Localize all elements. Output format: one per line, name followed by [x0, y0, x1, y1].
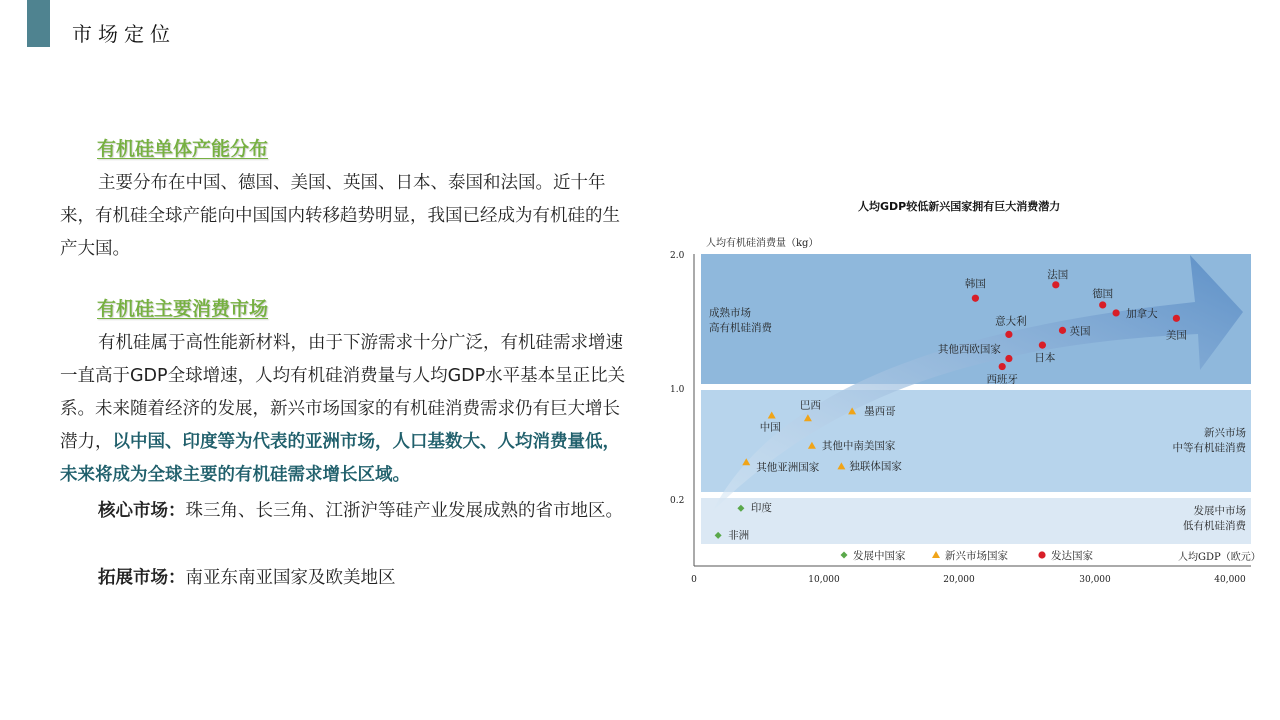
- section-heading-consumption: 有机硅主要消费市场: [97, 298, 269, 320]
- legend-marker-developed: [1038, 551, 1045, 558]
- band-developing-market: [701, 498, 1251, 544]
- consumption-highlight: 以中国、印度等为代表的亚洲市场，人口基数大、人均消费量低，未来将成为全球主要的有机硅需求增长区域。: [60, 432, 620, 485]
- y-tick-label: 1.0: [670, 385, 685, 395]
- legend-label: 新兴市场国家: [945, 550, 1008, 562]
- legend-label: 发达国家: [1051, 550, 1093, 562]
- data-point-developed: [999, 363, 1006, 370]
- y-axis-label: 人均有机硅消费量（kg）: [706, 238, 819, 249]
- x-axis-label: 人均GDP（欧元）: [1178, 552, 1261, 563]
- data-point-label: 非洲: [728, 529, 750, 542]
- data-point-label: 德国: [1092, 287, 1114, 300]
- x-tick-label: 40,000: [1214, 575, 1246, 585]
- expand-market-text: 南亚东南亚国家及欧美地区: [185, 568, 396, 588]
- band-sublabel-emerging: 中等有机硅消费: [1172, 442, 1246, 454]
- slide-title: 市场定位: [72, 22, 176, 46]
- data-point-label: 其他中南美国家: [821, 439, 896, 452]
- data-point-label: 意大利: [995, 315, 1027, 328]
- data-point-developed: [1039, 342, 1046, 349]
- x-tick-label: 10,000: [808, 575, 840, 585]
- legend-label: 发展中国家: [853, 550, 906, 562]
- expand-market-label: 拓展市场：: [98, 568, 186, 588]
- consumption-text: 有机硅属于高性能新材料，由于下游需求十分广泛，有机硅需求增速一直高于GDP全球增速，人均有机硅消费量与人均GDP水平基本呈正比关系。未来随着经济的发展，新兴市场国家的有机硅消费需求仍有巨大增长潜力，: [60, 333, 626, 452]
- y-tick-label: 0.2: [670, 496, 685, 506]
- data-point-label: 法国: [1047, 268, 1069, 281]
- data-point-label: 独联体国家: [849, 460, 902, 473]
- data-point-label: 巴西: [799, 399, 821, 412]
- data-point-label: 中国: [759, 421, 781, 434]
- data-point-label: 西班牙: [986, 373, 1018, 386]
- data-point-label: 印度: [750, 502, 772, 515]
- legend-marker-emerging: [932, 551, 940, 558]
- y-tick-label: 2.0: [670, 251, 685, 261]
- band-label-developing: 发展中市场: [1193, 505, 1246, 517]
- data-point-developed: [1113, 309, 1120, 316]
- data-point-developed: [972, 295, 979, 302]
- band-label-mature: 成熟市场: [709, 307, 751, 319]
- data-point-label: 韩国: [964, 278, 986, 291]
- data-point-label: 其他亚洲国家: [756, 461, 820, 474]
- data-point-label: 美国: [1165, 329, 1187, 342]
- band-label-emerging: 新兴市场: [1204, 427, 1246, 439]
- data-point-developed: [1059, 327, 1066, 334]
- chart-legend: [841, 549, 1094, 562]
- capacity-text: 主要分布在中国、德国、美国、英国、日本、泰国和法国。近十年来，有机硅全球产能向中国国内转移趋势明显，我国已经成为有机硅的生产大国。: [60, 173, 620, 259]
- data-point-label: 英国: [1069, 325, 1091, 338]
- data-point-developed: [1173, 315, 1180, 322]
- data-point-developed: [1099, 301, 1106, 308]
- data-point-label: 加拿大: [1126, 307, 1158, 320]
- chart-title: 人均GDP较低新兴国家拥有巨大消费潜力: [858, 200, 1061, 213]
- section-heading-capacity: 有机硅单体产能分布: [97, 138, 269, 160]
- data-point-label: 墨西哥: [864, 405, 896, 418]
- x-tick-label: 0: [691, 575, 697, 585]
- x-tick-label: 30,000: [1079, 575, 1111, 585]
- data-point-label: 其他西欧国家: [937, 343, 1001, 356]
- x-tick-label: 20,000: [943, 575, 975, 585]
- core-market-label: 核心市场：: [98, 501, 186, 521]
- data-point-developed: [1052, 281, 1059, 288]
- data-point-label: 日本: [1034, 352, 1056, 365]
- band-sublabel-developing: 低有机硅消费: [1183, 520, 1246, 532]
- data-point-developed: [1005, 355, 1012, 362]
- legend-marker-developing: [841, 552, 848, 559]
- band-sublabel-mature: 高有机硅消费: [709, 322, 772, 334]
- data-point-developed: [1005, 331, 1012, 338]
- core-market-text: 珠三角、长三角、江浙沪等硅产业发展成熟的省市地区。: [185, 501, 623, 521]
